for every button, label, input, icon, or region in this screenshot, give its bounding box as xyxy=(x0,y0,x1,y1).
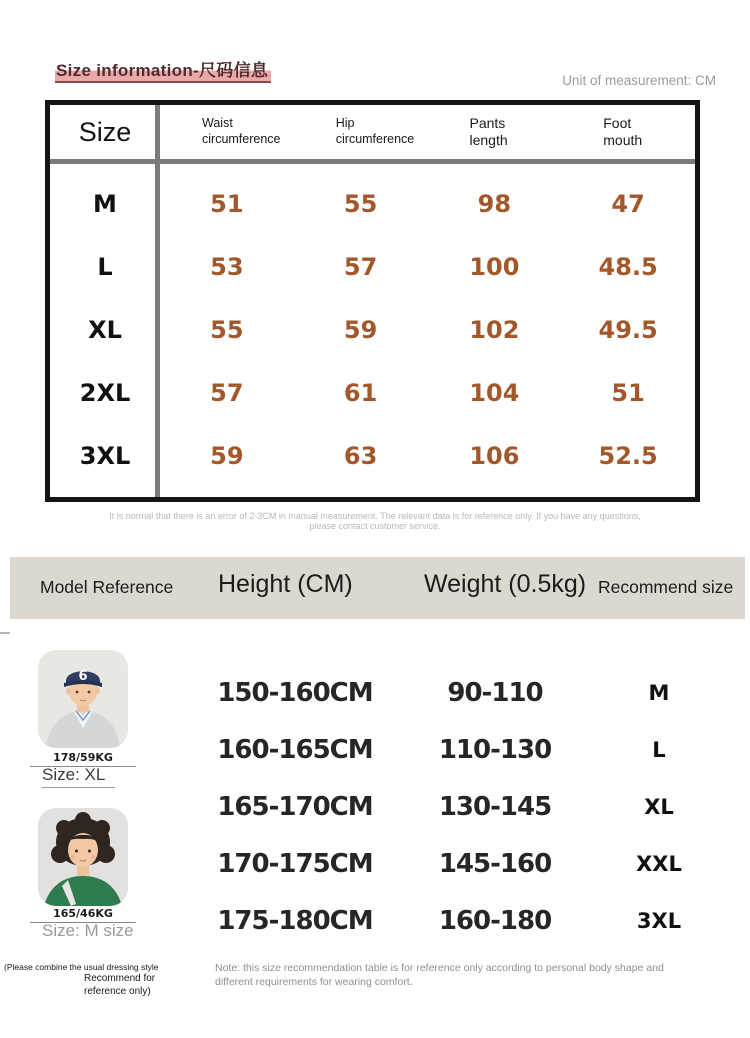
pants-length-column-header: Pants length xyxy=(469,114,508,148)
waist-value: 53 xyxy=(210,252,244,281)
pants-length-value: 106 xyxy=(469,441,520,470)
male-model-photo xyxy=(38,650,128,748)
male-model-illustration xyxy=(38,650,128,748)
height-range: 160-165CM xyxy=(217,734,373,765)
left-edge-tick xyxy=(0,632,10,634)
size-column-header: Size xyxy=(78,116,132,147)
hip-value: 63 xyxy=(343,441,378,470)
size-cell: XL xyxy=(88,315,122,344)
waist-value: 51 xyxy=(210,189,244,218)
weight-range: 160-180 xyxy=(438,905,552,936)
table-row xyxy=(50,361,695,424)
foot-mouth-value: 47 xyxy=(611,189,645,218)
waist-value: 59 xyxy=(210,441,244,470)
foot-mouth-value: 52.5 xyxy=(598,441,658,470)
waist-value: 57 xyxy=(210,378,244,407)
recommended-size: XL xyxy=(644,794,674,819)
weight-range: 145-160 xyxy=(438,848,552,879)
size-cell: M xyxy=(93,189,117,218)
hip-value: 57 xyxy=(343,252,378,281)
pants-length-value: 98 xyxy=(477,189,512,218)
weight-header: Weight (0.5kg) xyxy=(424,570,587,598)
recommend-size-header: Recommend size xyxy=(598,577,734,597)
male-model-stats: 178/59KG xyxy=(30,751,136,767)
waist-value: 55 xyxy=(210,315,244,344)
cap-number: 6 xyxy=(78,669,88,684)
table-row xyxy=(50,298,695,361)
pants-length-value: 102 xyxy=(469,315,520,344)
hip-column-header: Hip circumference xyxy=(335,116,415,146)
recommend-section-header xyxy=(10,557,745,619)
list-item xyxy=(200,835,740,892)
model-reference-header: Model Reference xyxy=(40,577,174,597)
recommended-size: M xyxy=(648,680,670,705)
pants-length-value: 100 xyxy=(469,252,520,281)
female-model-size-label: Size: M size xyxy=(42,921,134,940)
hip-value: 55 xyxy=(343,189,378,218)
recommended-size: 3XL xyxy=(636,908,682,933)
recommended-size: XXL xyxy=(636,851,682,876)
table-row xyxy=(50,424,695,487)
hip-value: 61 xyxy=(343,378,378,407)
size-cell: 2XL xyxy=(79,378,131,407)
female-model-photo xyxy=(38,808,128,906)
size-cell: 3XL xyxy=(79,441,131,470)
female-model-illustration xyxy=(38,808,128,906)
foot-mouth-value: 51 xyxy=(611,378,645,407)
hip-value: 59 xyxy=(343,315,378,344)
list-item xyxy=(200,664,740,721)
size-table xyxy=(45,100,700,502)
height-header: Height (CM) xyxy=(218,570,353,598)
weight-range: 130-145 xyxy=(438,791,552,822)
dressing-style-note: (Please combine the usual dressing style Recommend for reference only) xyxy=(4,962,159,997)
recommended-size: L xyxy=(652,737,666,762)
waist-column-header: Waist circumference xyxy=(202,116,281,146)
size-table-header-row xyxy=(50,105,695,159)
size-cell: L xyxy=(97,252,113,281)
height-range: 165-170CM xyxy=(217,791,373,822)
measurement-error-note: It is normal that there is an error of 2-3CM in manual measurement. The relevant data is for reference only. If you have any questions, please contact customer service. xyxy=(109,511,641,531)
page-title xyxy=(55,56,271,81)
page-title-text: Size information-尺码信息 xyxy=(55,61,271,83)
size-table-body xyxy=(50,164,695,497)
height-range: 175-180CM xyxy=(217,905,373,936)
table-row xyxy=(50,172,695,235)
recommendation-rows xyxy=(200,664,740,949)
unit-of-measurement-label: Unit of measurement: CM xyxy=(562,73,716,88)
height-range: 170-175CM xyxy=(217,848,373,879)
pants-length-value: 104 xyxy=(469,378,520,407)
foot-mouth-column-header: Foot mouth xyxy=(603,114,643,148)
list-item xyxy=(200,892,740,949)
foot-mouth-value: 48.5 xyxy=(598,252,658,281)
male-model-size-label: Size: XL xyxy=(42,765,115,788)
female-model-stats: 165/46KG xyxy=(30,907,136,923)
table-row xyxy=(50,235,695,298)
height-range: 150-160CM xyxy=(217,677,373,708)
list-item xyxy=(200,778,740,835)
weight-range: 90-110 xyxy=(447,677,543,708)
size-recommendation-note: Note: this size recommendation table is for reference only according to personal body shape and different requirements for wearing comfort. xyxy=(215,962,664,989)
weight-range: 110-130 xyxy=(438,734,552,765)
list-item xyxy=(200,721,740,778)
foot-mouth-value: 49.5 xyxy=(598,315,658,344)
